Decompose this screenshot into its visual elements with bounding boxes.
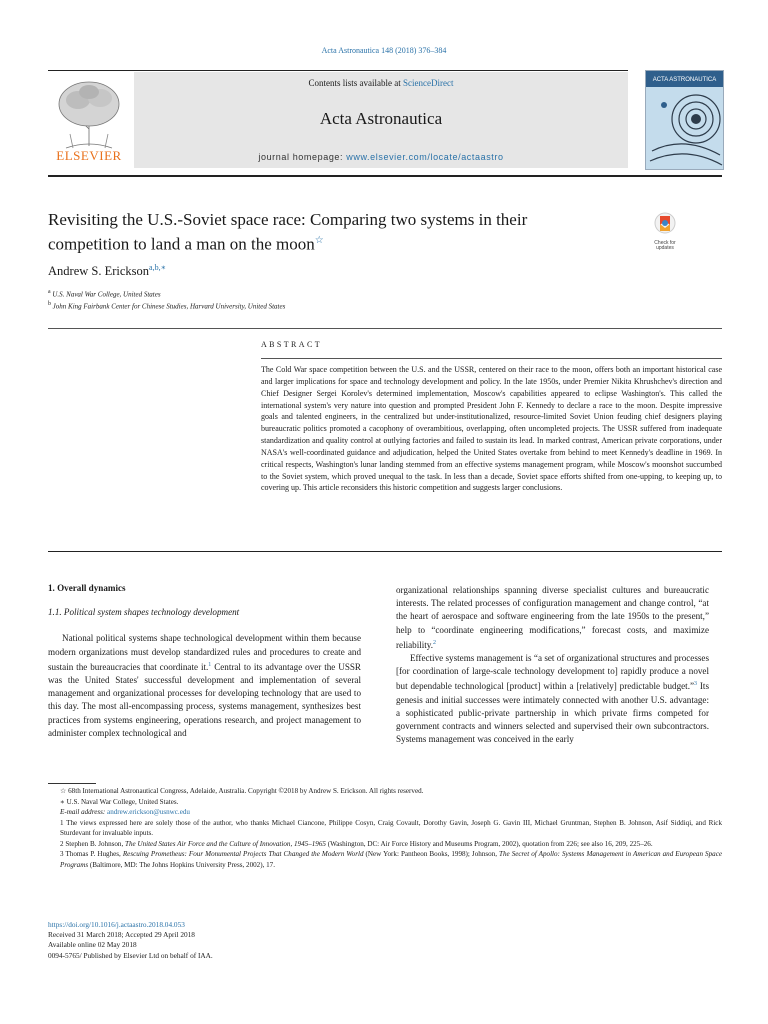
journal-reference-text[interactable]: Acta Astronautica 148 (2018) 376–384 (321, 46, 447, 55)
received-accepted-dates: Received 31 March 2018; Accepted 29 April 2018 (48, 930, 195, 940)
author-line (48, 263, 166, 279)
cover-title: ACTA ASTRONAUTICA (652, 77, 717, 83)
crossmark-label-line-2: updates (656, 245, 674, 251)
footnote-3-pre: 3 Thomas P. Hughes, (60, 850, 123, 858)
check-for-updates-badge[interactable] (650, 212, 680, 250)
footnote-2-pre: 2 Stephen B. Johnson, (60, 839, 126, 848)
footnote-2-title: The United States Air Force and the Culture of Innovation, 1945–1965 (125, 839, 326, 848)
article-metadata (48, 920, 213, 961)
journal-homepage-line (134, 152, 628, 162)
affiliation-a (48, 287, 285, 299)
paragraph-text-cont: Central to its advantage over the USSR was the United States' successful development and implementation of several management and organizational processes for developing technology that are used to this day. The most all-encompassing process, systems management, synthesizes best practices from systems engineering, operations research, and project management to administer complex technological and (48, 661, 361, 738)
subsection-heading: 1.1. Political system shapes technology development (48, 607, 240, 618)
body-paragraph (396, 652, 709, 746)
available-online-date: Available online 02 May 2018 (48, 940, 137, 950)
affiliation-a-text: U.S. Naval War College, United States (52, 290, 161, 299)
author-email-link[interactable]: andrew.erickson@usnwc.edu (107, 808, 190, 816)
body-paragraph (48, 632, 361, 740)
sciencedirect-link[interactable]: ScienceDirect (403, 78, 454, 88)
footnote-email (48, 807, 722, 818)
footnote-1: 1 The views expressed here are solely those of the author, who thanks Michael Ciancone, Philippe Cosyn, Craig Covault, Dorothy Gavin, Joseph G. Gavin III, Michael Gruntman, Stephen B. Johnson, Asif Siddiqi, and Rick Sturdevant for invaluable inputs. (60, 818, 722, 837)
abstract-rule-mid (261, 358, 722, 359)
journal-name: Acta Astronautica (319, 109, 443, 128)
affiliation-b (48, 299, 285, 311)
crossmark-label (650, 241, 680, 251)
footnote-3 (48, 849, 722, 870)
author-affiliation-marks[interactable]: a,b,∗ (149, 263, 167, 272)
paragraph-text-cont: Its genesis and initial successes were intimately connected with another U.S. advantage: a sophisticated public-private partnership in which private firms competed for government contracts and winners selected and supervised their own subcontractors. Systems management was conceived in the early (396, 681, 709, 745)
footnote-2 (48, 839, 722, 850)
author-name: Andrew S. Erickson (48, 264, 150, 279)
issn-publisher-line: 0094-5765/ Published by Elsevier Ltd on behalf of IAA. (48, 950, 213, 960)
crossmark-label-line-1: Check for (654, 240, 676, 246)
publisher-logo-text: ELSEVIER (56, 148, 122, 163)
paragraph-text: organizational relationships spanning diverse specialist cultures and bureaucratic interests. The related processes of configuration management and change control, “at the heart of aerospace and software engineering from the late 1950s to the present,” help to “coordinate engineering modifications,” forecast costs, and maximize reliability. (396, 585, 709, 650)
footnote-3-title: Rescuing Prometheus: Four Monumental Projects That Changed the Modern World (122, 850, 364, 858)
affiliation-b-text: John King Fairbank Center for Chinese Studies, Harvard University, United States (52, 302, 286, 311)
doi-link[interactable]: https://doi.org/10.1016/j.actaastro.2018.04.053 (48, 920, 185, 929)
footnote-rule (48, 783, 96, 784)
affiliations (48, 287, 285, 312)
crossmark-icon (654, 212, 676, 236)
title-footnote-mark[interactable]: ☆ (314, 235, 324, 246)
body-column-right (396, 584, 709, 747)
journal-cover-icon[interactable] (645, 70, 724, 170)
contents-available-line (134, 78, 628, 88)
affiliation-b-mark: b (48, 301, 51, 308)
footnote-ref-3[interactable]: 3 (694, 681, 698, 688)
footnote-ref-2[interactable]: 2 (433, 639, 437, 646)
footnotes (48, 786, 722, 870)
abstract-rule-bottom (48, 551, 722, 552)
footnote-ref-1[interactable]: 1 (208, 661, 212, 668)
article-title (48, 209, 608, 255)
header-rule-top (48, 70, 628, 71)
footnote-corresponding: ∗ U.S. Naval War College, United States. (60, 797, 179, 806)
article-title-text: Revisiting the U.S.-Soviet space race: Comparing two systems in their competition to land a man on the moon (48, 210, 528, 254)
section-heading: 1. Overall dynamics (48, 583, 126, 593)
abstract-text: The Cold War space competition between the U.S. and the USSR, centered on their race to the moon, offers both an important historical case and larger implications for space and technology development and policy. In the late 1950s, under Premier Nikita Khrushchev's direction and Chief Designer Sergei Korolev's determined implementation, Moscow's capabilities appeared to eclipse Washington's. This called the international system's very nature into question and prompted President John F. Kennedy to declare a race to the moon. Despite impressive goals and talented engineers, in the centralized but under-institutionalized, resource-limited Soviet Union feuding chief designers playing bureaucratic politics promoted a cacophony of overambitious, overlapping, often uncompleted projects. The USSR suffered from inadequate standardization and quality control at outlying factories and failed to sustain its lead. In marked contrast, American private corporations, under NASA's well-coordinated guidance and adjudication, helped the United States overtake from behind to meet Kennedy's deadline in 1969. In critical respects, Washington's lunar landing stemmed from an effective systems management program, while Moscow's moonshot succumbed to the Soviet system, which proved unequal to the task. In less than a decade, Soviet space efforts shifted from one-upping, to keeping up, to covering up. This article reconsiders this historic competition and suggests larger conclusions. (261, 365, 722, 493)
contents-prefix: Contents lists available at (308, 78, 401, 88)
affiliation-a-mark: a (48, 289, 51, 295)
footnote-3-post: (Baltimore, MD: The Johns Hopkins University Press, 2002), 17. (88, 860, 275, 869)
header-rule-bottom (48, 175, 722, 177)
body-paragraph (396, 584, 709, 652)
abstract-heading: ABSTRACT (261, 340, 322, 349)
homepage-prefix: journal homepage: (258, 152, 344, 162)
footnote-3-title2: The Secret of Apollo: Systems Management in American and European Space Programs (60, 850, 722, 869)
homepage-link[interactable]: www.elsevier.com/locate/actaastro (346, 152, 504, 162)
footnote-star: ☆ 68th International Astronautical Congress, Adelaide, Australia. Copyright ©2018 by Andrew S. Erickson. All rights reserved. (60, 787, 424, 795)
abstract-rule-top (48, 328, 722, 329)
paragraph-text: Effective systems management is “a set of organizational structures and processes [for coordination of large-scale technology development to] rapidly produce a novel but dependable technological [product] within a [relatively] predictable budget.” (396, 653, 709, 692)
body-column-left (48, 582, 361, 740)
footnote-3-mid: (New York: Pantheon Books, 1998); Johnson, (363, 850, 500, 858)
journal-reference-link[interactable] (0, 46, 768, 55)
email-label: E-mail address: (60, 808, 106, 816)
journal-masthead (134, 72, 628, 168)
footnote-2-post: (Washington, DC: Air Force History and Museums Program, 2002), quotation from 226; see also 16, 209, 225–26. (325, 839, 653, 848)
paragraph-text: National political systems shape technological development within them because modern organizations must develop standardized rules and procedures to create and sustain the bureaucracies that coordinate it. (48, 633, 361, 672)
